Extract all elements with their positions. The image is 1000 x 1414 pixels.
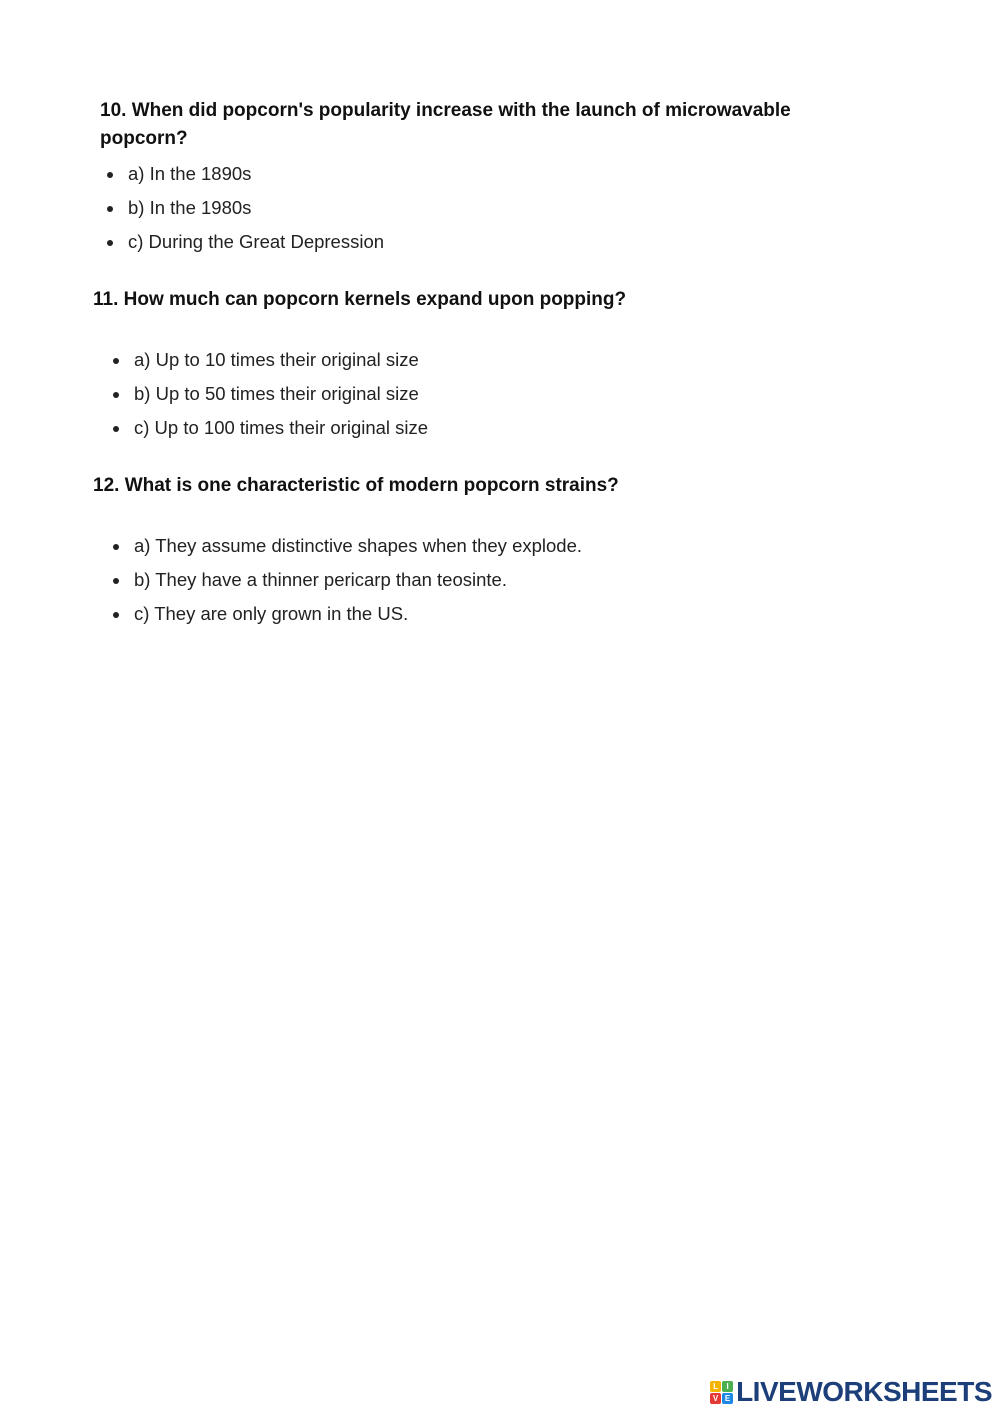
question-10: 10. When did popcorn's popularity increase with the launch of microwavable popcorn? bbox=[100, 100, 791, 149]
option-label: a) They assume distinctive shapes when they explode. bbox=[134, 535, 583, 556]
option-10b bbox=[128, 191, 384, 225]
option-label: c) They are only grown in the US. bbox=[134, 603, 409, 624]
option-12a bbox=[134, 529, 582, 563]
bullet-icon bbox=[107, 206, 113, 212]
bullet-icon bbox=[113, 612, 119, 618]
logo-tile-v: V bbox=[710, 1393, 721, 1404]
option-label: b) In the 1980s bbox=[128, 197, 252, 218]
bullet-icon bbox=[113, 544, 119, 550]
question-11: 11. How much can popcorn kernels expand upon popping? bbox=[93, 289, 627, 310]
option-11a bbox=[134, 343, 428, 377]
bullet-icon bbox=[107, 172, 113, 178]
option-10c bbox=[128, 225, 384, 259]
liveworksheets-logo[interactable] bbox=[710, 1377, 992, 1407]
option-11b bbox=[134, 377, 428, 411]
option-label: a) In the 1890s bbox=[128, 163, 252, 184]
question-10-options bbox=[128, 157, 384, 259]
logo-icon bbox=[710, 1381, 733, 1404]
option-label: b) They have a thinner pericarp than teosinte. bbox=[134, 569, 507, 590]
option-label: c) Up to 100 times their original size bbox=[134, 417, 429, 438]
bullet-icon bbox=[113, 358, 119, 364]
option-label: b) Up to 50 times their original size bbox=[134, 383, 419, 404]
bullet-icon bbox=[113, 578, 119, 584]
brand-name: LIVEWORKSHEETS bbox=[736, 1376, 992, 1407]
option-12c bbox=[134, 597, 582, 631]
option-11c bbox=[134, 411, 428, 445]
option-label: c) During the Great Depression bbox=[128, 231, 385, 252]
bullet-icon bbox=[107, 240, 113, 246]
logo-tile-e: E bbox=[722, 1393, 733, 1404]
option-10a bbox=[128, 157, 384, 191]
bullet-icon bbox=[113, 392, 119, 398]
question-11-options bbox=[134, 343, 428, 445]
question-12: 12. What is one characteristic of modern popcorn strains? bbox=[93, 475, 619, 496]
option-12b bbox=[134, 563, 582, 597]
logo-tile-l: L bbox=[710, 1381, 721, 1392]
question-12-options bbox=[134, 529, 582, 631]
option-label: a) Up to 10 times their original size bbox=[134, 349, 419, 370]
logo-tile-i: I bbox=[722, 1381, 733, 1392]
bullet-icon bbox=[113, 426, 119, 432]
